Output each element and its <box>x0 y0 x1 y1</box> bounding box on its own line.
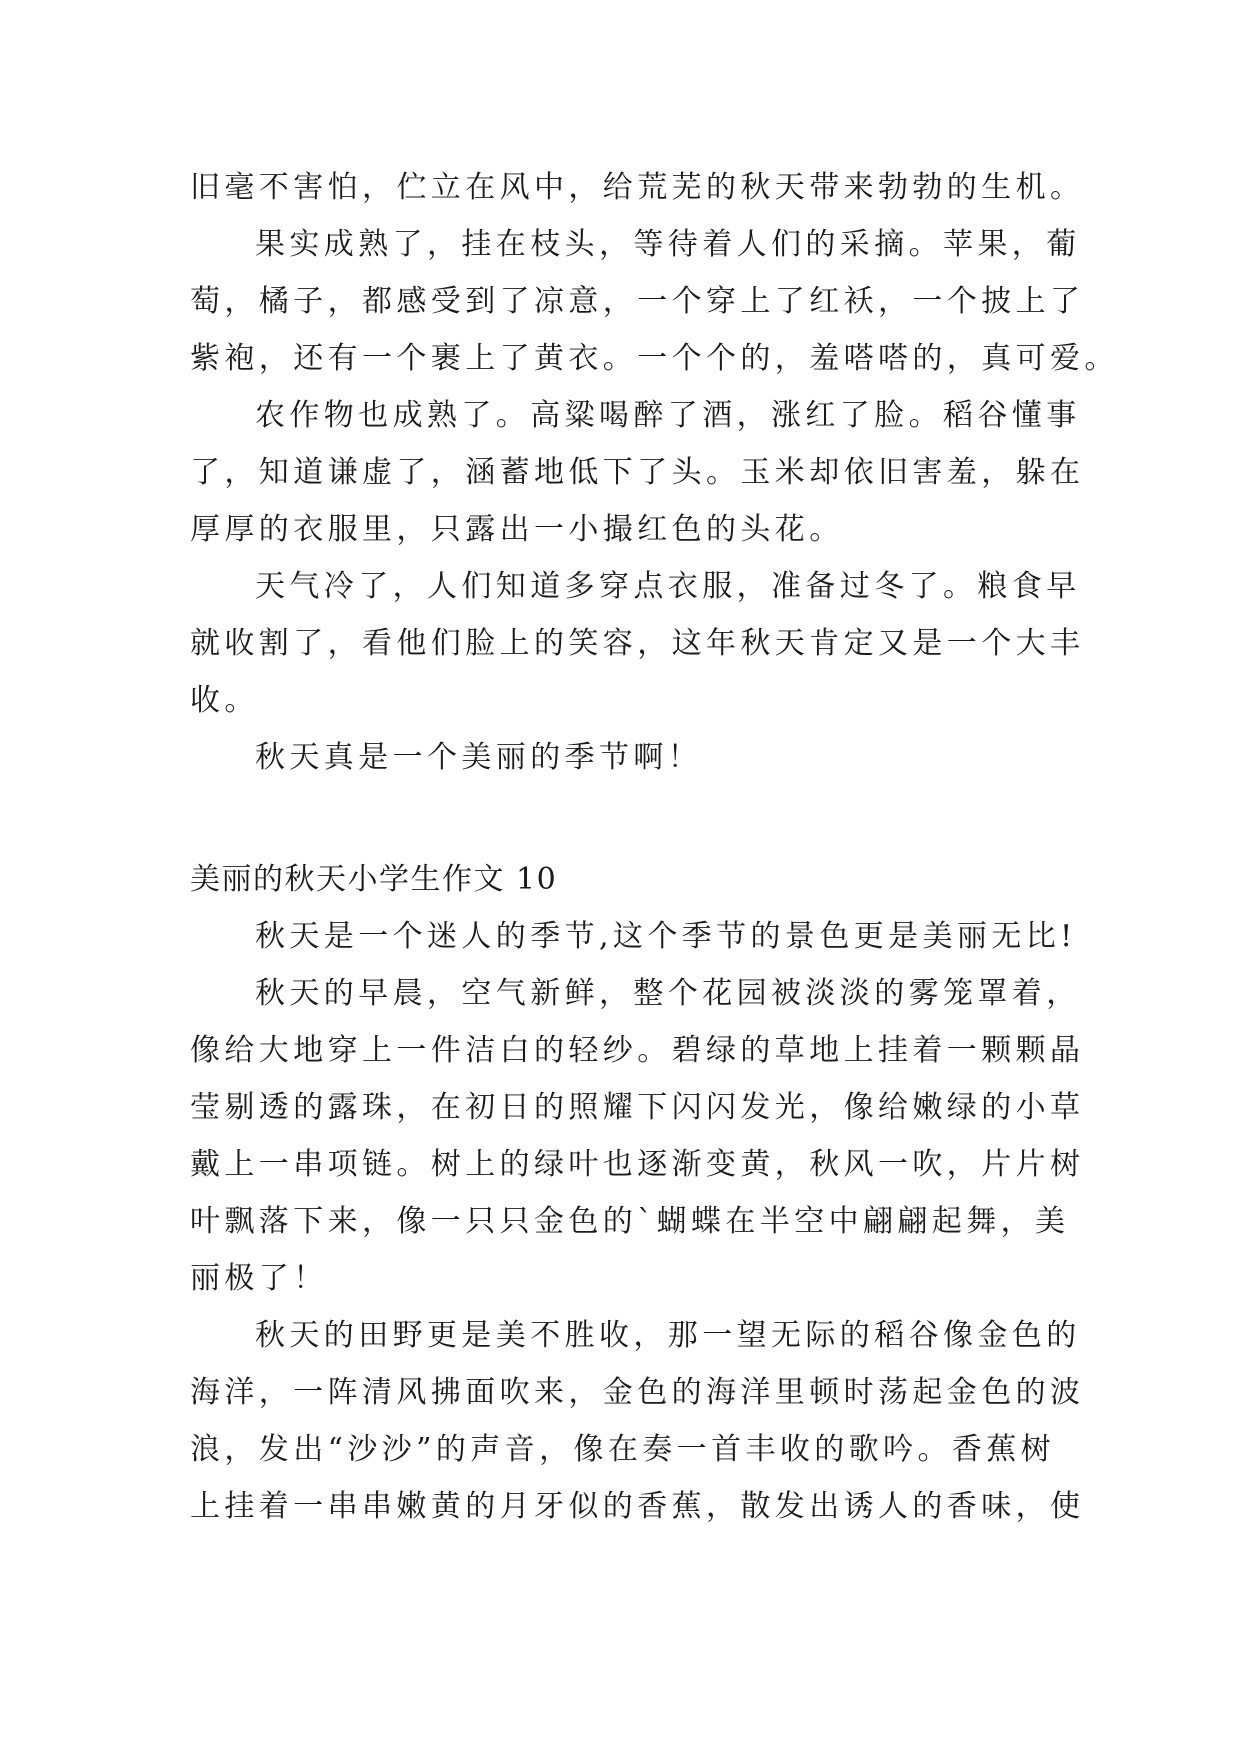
text-line: 果实成熟了，挂在枝头，等待着人们的采摘。苹果，葡 <box>255 227 1081 262</box>
text-line: 秋天的田野更是美不胜收，那一望无际的稻谷像金色的 <box>255 1318 1081 1353</box>
text-line: 丽极了！ <box>190 1261 328 1296</box>
section-heading: 美丽的秋天小学生作文 10 <box>190 862 558 897</box>
text-line: 天气冷了，人们知道多穿点衣服，准备过冬了。粮食早 <box>255 569 1081 604</box>
text-line: 收。 <box>190 683 259 718</box>
text-line: 叶飘落下来，像一只只金色的`蝴蝶在半空中翩翩起舞，美 <box>190 1204 1070 1239</box>
text-line: 农作物也成熟了。高粱喝醉了酒，涨红了脸。稻谷懂事 <box>255 398 1081 433</box>
text-line: 紫袍，还有一个裹上了黄衣。一个个的，羞嗒嗒的，真可爱。 <box>190 341 1119 376</box>
text-line: 秋天是一个迷人的季节,这个季节的景色更是美丽无比! <box>255 919 1077 954</box>
text-line: 浪，发出“沙沙”的声音，像在奏一首丰收的歌吟。香蕉树 <box>190 1432 1056 1467</box>
text-line: 莹剔透的露珠，在初日的照耀下闪闪发光，像给嫩绿的小草 <box>190 1090 1085 1125</box>
text-line: 旧毫不害怕，伫立在风中，给荒芜的秋天带来勃勃的生机。 <box>190 170 1085 205</box>
text-line: 厚厚的衣服里，只露出一小撮红色的头花。 <box>190 512 844 547</box>
text-line: 海洋，一阵清风拂面吹来，金色的海洋里顿时荡起金色的波 <box>190 1375 1085 1410</box>
text-line: 上挂着一串串嫩黄的月牙似的香蕉，散发出诱人的香味，使 <box>190 1489 1085 1524</box>
text-line: 戴上一串项链。树上的绿叶也逐渐变黄，秋风一吹，片片树 <box>190 1147 1085 1182</box>
text-line: 就收割了，看他们脸上的笑容，这年秋天肯定又是一个大丰 <box>190 626 1085 661</box>
text-line: 萄，橘子，都感受到了凉意，一个穿上了红袄，一个披上了 <box>190 284 1085 319</box>
text-line: 秋天真是一个美丽的季节啊！ <box>255 740 703 775</box>
text-line: 秋天的早晨，空气新鲜，整个花园被淡淡的雾笼罩着， <box>255 976 1081 1011</box>
text-line: 了，知道谦虚了，涵蓄地低下了头。玉米却依旧害羞，躲在 <box>190 455 1085 490</box>
text-line: 像给大地穿上一件洁白的轻纱。碧绿的草地上挂着一颗颗晶 <box>190 1033 1085 1068</box>
